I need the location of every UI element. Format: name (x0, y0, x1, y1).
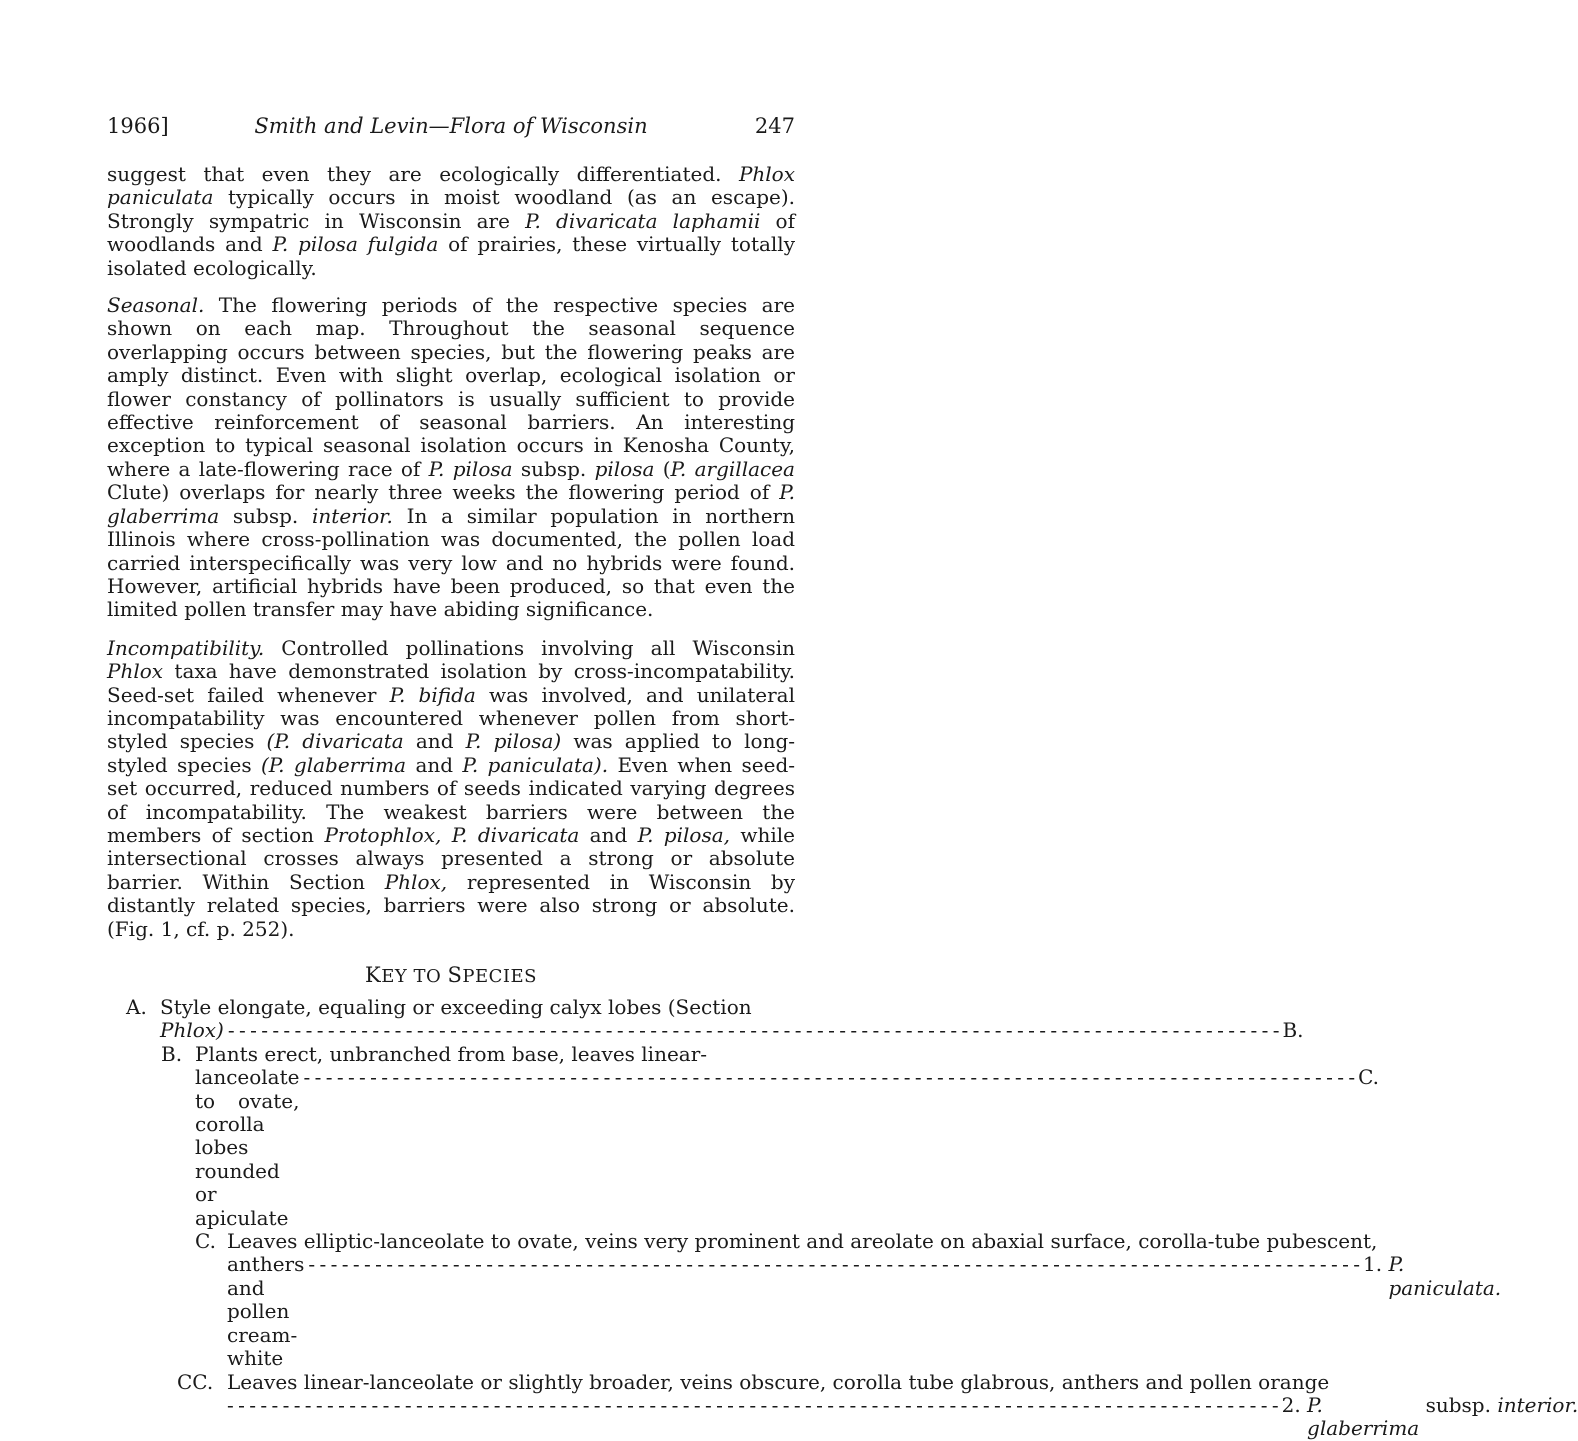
text-run: represented in Wisconsin by distantly related species, barriers were also strong or absolute. (Fig. 1, cf. p. 252). (107, 869, 795, 941)
text-run: and (579, 822, 638, 847)
taxon-name: (P. divaricata (266, 729, 404, 754)
key-leader-line (227, 1253, 1501, 1370)
text-run: of woodlands and (107, 208, 795, 257)
paragraph-ecological (107, 163, 795, 280)
smallcap-rest: PECIES (462, 966, 537, 987)
key-heading (107, 963, 795, 987)
paragraph-incompatibility (107, 637, 795, 941)
text-run: Controlled pollinations involving all Wisconsin (264, 635, 795, 660)
taxon-name: Phlox paniculata (107, 162, 795, 210)
taxon-name: pilosa (594, 456, 655, 481)
taxon-name: P. glaberrima (107, 480, 795, 528)
taxon-name: P. bifida (389, 682, 476, 707)
text-run: Even when seed-set occurred, reduced numbers of seeds indicated varying degrees of incompatability. The weakest barriers were between the members of section (107, 752, 795, 847)
taxon-name: P. argillacea (670, 456, 795, 481)
text-run: ( (654, 456, 671, 481)
smallcap-initial: S (447, 963, 463, 987)
text-run: while intersectional crosses always presented a strong or absolute barrier. Within Section (107, 822, 795, 894)
paragraph-seasonal (107, 294, 795, 622)
key-leader-line (195, 1066, 1379, 1230)
key-text: Style elongate, equaling or exceeding calyx lobes (Section (160, 995, 752, 1019)
key-leader-line (227, 1394, 1578, 1441)
taxon-name: Protophlox, P. divaricata (324, 822, 580, 847)
taxon-name: interior. (1497, 1392, 1578, 1417)
body-text (107, 163, 795, 956)
taxon-name: P. divaricata laphamii (525, 208, 761, 233)
taxon-name: P. paniculata). (462, 752, 609, 777)
text-run: Clute) overlaps for nearly three weeks the flowering period of (107, 480, 780, 505)
taxon-name: P. glaberrima (1307, 1392, 1420, 1441)
taxon-name: Phlox, (384, 869, 448, 894)
text-run: subsp. (219, 503, 312, 528)
taxon-name: Phlox (107, 659, 164, 684)
section-heading: Incompatibility. (107, 635, 265, 660)
section-heading: Seasonal. (107, 293, 205, 318)
key-entry-c (195, 1229, 1502, 1371)
key-entry-a (126, 995, 1304, 1043)
leader-dots (308, 1253, 1359, 1276)
taxon-name: P. pilosa) (465, 729, 562, 754)
key-marker: A. (126, 995, 147, 1019)
text-run: suggest that even they are ecologically differentiated. (107, 162, 739, 186)
leader-dots (227, 1394, 1278, 1417)
key-leader-line (160, 1019, 1304, 1042)
taxon-name: Phlox) (160, 1018, 224, 1043)
text-run: and (406, 752, 463, 777)
key-entry-cc (177, 1369, 1578, 1441)
key-lead-number: 1. (1362, 1252, 1383, 1277)
header-title: Smith and Levin—Flora of Wisconsin (254, 114, 648, 138)
smallcap-rest: EY TO (381, 966, 448, 987)
taxon-name: P. pilosa, (637, 822, 730, 847)
key-text: Plants erect, unbranched from base, leaves linear- (195, 1041, 708, 1066)
key-lead: C. (1358, 1065, 1380, 1090)
taxon-name: (P. glaberrima (260, 752, 407, 777)
text-run: was applied to long-styled species (107, 729, 796, 777)
key-lead-number: 2. (1281, 1392, 1301, 1417)
text-run: of prairies, these virtually totally isolated ecologically. (107, 232, 795, 280)
text-run: was involved, and unilateral incompatability was encountered whenever pollen from short-styled species (107, 682, 795, 754)
running-header (107, 114, 795, 144)
header-year: 1966] (107, 114, 169, 138)
key-marker: CC. (177, 1369, 214, 1394)
text-run: typically occurs in moist woodland (as an escape). Strongly sympatric in Wisconsin are (107, 185, 795, 233)
key-text: anthers and pollen cream-white (227, 1252, 305, 1371)
key-text: lanceolate to ovate, corolla lobes rounded or apiculate (195, 1065, 300, 1230)
text-run: taxa have demonstrated isolation by cross-incompatability. Seed-set failed whenever (107, 659, 795, 707)
key-marker: B. (161, 1041, 183, 1066)
text-run: The flowering periods of the respective species are shown on each map. Throughout the seasonal sequence overlapping occurs between species, but the flowering peaks are amply distinct. Even with slight overlap, ecological isolation or flower constancy of pollinators is usually sufficient to provide effective reinforcement of seasonal barriers. An interesting exception to typical seasonal isolation occurs in Kenosha County, where a late-flowering race of (107, 293, 795, 481)
text-run: and (403, 729, 466, 754)
taxon-name: P. pilosa (428, 456, 513, 481)
text-run: subsp. (512, 456, 595, 481)
taxon-name: interior. (312, 503, 393, 528)
key-entry-b (161, 1041, 1380, 1230)
key-text: Leaves linear-lanceolate or slightly broader, veins obscure, corolla tube glabrous, anthers and pollen orange (227, 1369, 1330, 1394)
species-key (107, 995, 1578, 1441)
leader-dots (303, 1066, 1354, 1089)
leader-dots (228, 1019, 1279, 1042)
smallcap-initial: K (365, 963, 382, 987)
rank-label: subsp. (1425, 1392, 1491, 1417)
key-lead: B. (1282, 1018, 1304, 1043)
taxon-name: P. paniculata. (1388, 1252, 1502, 1300)
key-marker: C. (195, 1229, 216, 1254)
taxon-name: P. pilosa fulgida (272, 232, 439, 257)
text-run: In a similar population in northern Illinois where cross-pollination was documented, the pollen load carried interspecifically was very low and no hybrids were found. However, artificial hybrids have been produced, so that even the limited pollen transfer may have abiding significance. (107, 503, 795, 622)
key-text: Leaves elliptic-lanceolate to ovate, veins very prominent and areolate on abaxial surface, corolla-tube pubescent, (227, 1229, 1378, 1254)
page-number: 247 (754, 114, 795, 138)
